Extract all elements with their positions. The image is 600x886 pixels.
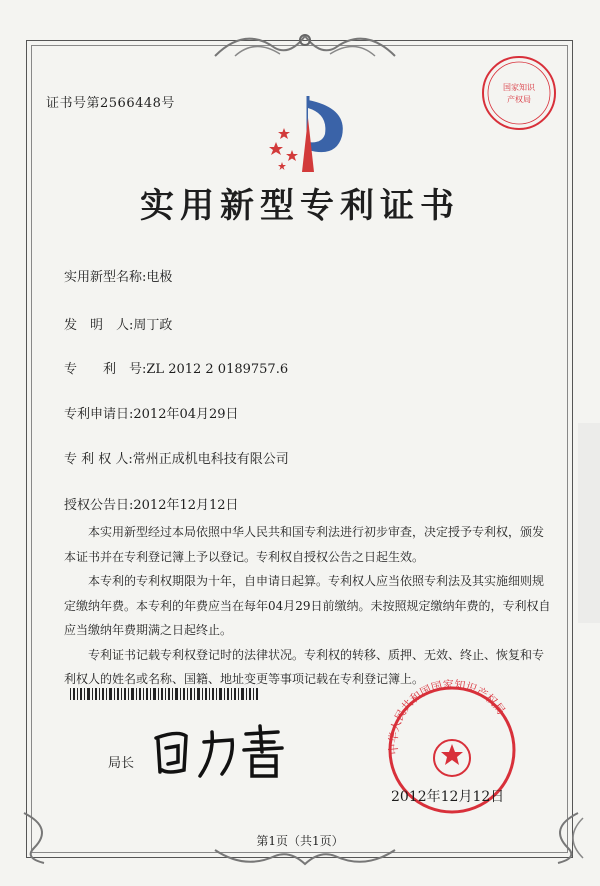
- director-signature: [148, 722, 298, 782]
- issue-date: 2012年12月12日: [391, 789, 505, 805]
- field-value: 周丁政: [133, 318, 173, 333]
- page-edge-tab: [578, 423, 600, 623]
- field-filing-date: [64, 403, 239, 422]
- cnipa-logo-icon: [262, 88, 354, 180]
- field-grant-date: [64, 494, 239, 513]
- field-label: 实用新型名称:: [64, 270, 147, 285]
- svg-text:中华人民共和国国家知识产权局: 中华人民共和国国家知识产权局: [386, 678, 508, 756]
- field-label: 专 利 号:: [64, 362, 147, 377]
- svg-text:国家知识: 国家知识: [503, 83, 535, 92]
- field-value: 电极: [146, 270, 173, 285]
- field-value: 常州正成机电科技有限公司: [132, 452, 289, 467]
- top-ornament: [205, 26, 405, 62]
- body-paragraph: 本专利的专利权期限为十年，自申请日起算。专利权人应当依照专利法及其实施细则规定缴纳年费。本专利的年费应当在每年04月29日前缴纳。未按照规定缴纳年费的，专利权自应当缴纳年费期满之日起终止。: [64, 574, 551, 637]
- field-value: ZL 2012 2 0189757.6: [146, 362, 289, 377]
- barcode: [70, 688, 260, 700]
- field-value: 2012年04月29日: [133, 407, 239, 422]
- certificate-title: 实用新型专利证书: [140, 186, 460, 226]
- field-label: 授权公告日:: [64, 498, 134, 513]
- field-value: 2012年12月12日: [133, 498, 239, 513]
- field-utility-model-name: [64, 266, 172, 285]
- certificate-body: [64, 520, 554, 692]
- body-paragraph: 本实用新型经过本局依照中华人民共和国专利法进行初步审查，决定授予专利权，颁发本证书并在专利登记簿上予以登记。专利权自授权公告之日起生效。: [64, 525, 545, 564]
- field-label: 发 明 人:: [64, 318, 134, 333]
- certificate-number: 证书号第2566448号: [46, 96, 175, 111]
- field-patent-number: [64, 358, 288, 377]
- bottom-ornament: [205, 846, 405, 870]
- body-paragraph: 专利证书记载专利权登记时的法律状况。专利权的转移、质押、无效、终止、恢复和专利权人的姓名或名称、国籍、地址变更等事项记载在专利登记簿上。: [64, 647, 545, 686]
- svg-text:产权局: 产权局: [507, 95, 531, 104]
- page-number: 第1页（共1页）: [256, 834, 344, 848]
- field-label: 专利申请日:: [64, 407, 134, 422]
- field-inventor: [64, 314, 172, 333]
- field-patentee: [64, 448, 289, 467]
- director-label: 局长: [108, 756, 135, 771]
- office-seal-small: [478, 52, 560, 134]
- field-label: 专 利 权 人:: [64, 452, 133, 467]
